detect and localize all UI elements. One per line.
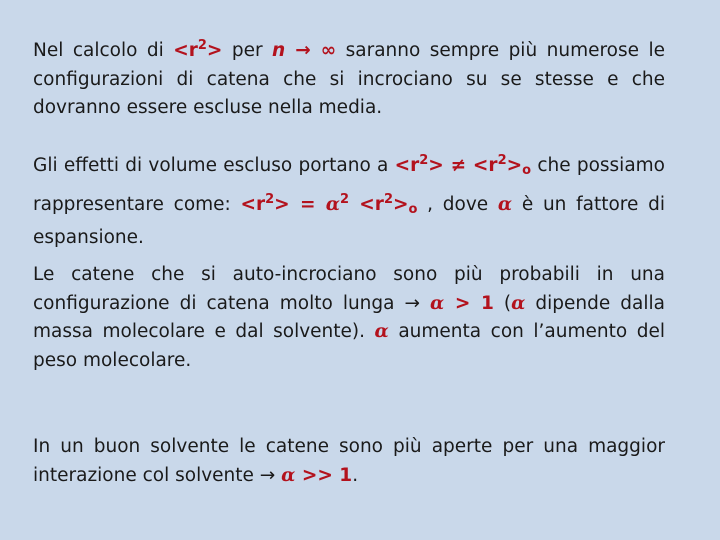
text: per — [222, 40, 273, 61]
paragraph-excluded-volume — [33, 147, 665, 253]
paragraph-good-solvent — [33, 433, 665, 490]
text: . — [352, 464, 359, 486]
text: è un fattore di espansione. — [33, 193, 665, 248]
alpha-symbol: α — [511, 292, 526, 314]
alpha-symbol: α — [281, 464, 296, 486]
text: , dove — [417, 193, 498, 215]
text: In un buon solvente le catene sono più aperte per una maggior interazione col solvente → — [33, 436, 665, 486]
text: Gli effetti di volume escluso portano a — [33, 155, 395, 176]
text: saranno sempre più numerose le configurazioni di catena che si incrociano su se stesse e che dovranno essere escluse nella media. — [33, 40, 665, 118]
alpha-symbol: α — [497, 193, 513, 215]
much-greater-than-one: >> 1 — [295, 464, 353, 486]
chain-length-n: n — [272, 40, 286, 61]
text: Nel calcolo di — [33, 40, 174, 61]
greater-than-one: > 1 — [444, 292, 494, 314]
mean-square-radius: $<r^2>$ — [173, 38, 223, 61]
text: ( — [493, 292, 512, 314]
limit-arrow: → ∞ — [285, 40, 337, 61]
paragraph-self-crossing — [33, 261, 665, 375]
text: aumenta con l’aumento del peso molecolare. — [33, 321, 665, 371]
alpha-symbol: α — [374, 321, 389, 342]
expansion-formula: $<r^2> = \alpha^2 <r^2>_o$ — [240, 191, 418, 217]
inequality-formula: $<r^2> \ne <r^2>_o$ — [394, 153, 532, 178]
text: Le catene che si auto-incrociano sono più probabili in una configurazione di catena molto lunga → — [33, 264, 665, 314]
text: che possiamo rappresentare come: — [33, 155, 666, 215]
paragraph-intro — [33, 32, 665, 123]
text: dipende dalla massa molecolare e dal solvente). — [33, 292, 665, 342]
alpha-symbol: α — [430, 292, 445, 314]
